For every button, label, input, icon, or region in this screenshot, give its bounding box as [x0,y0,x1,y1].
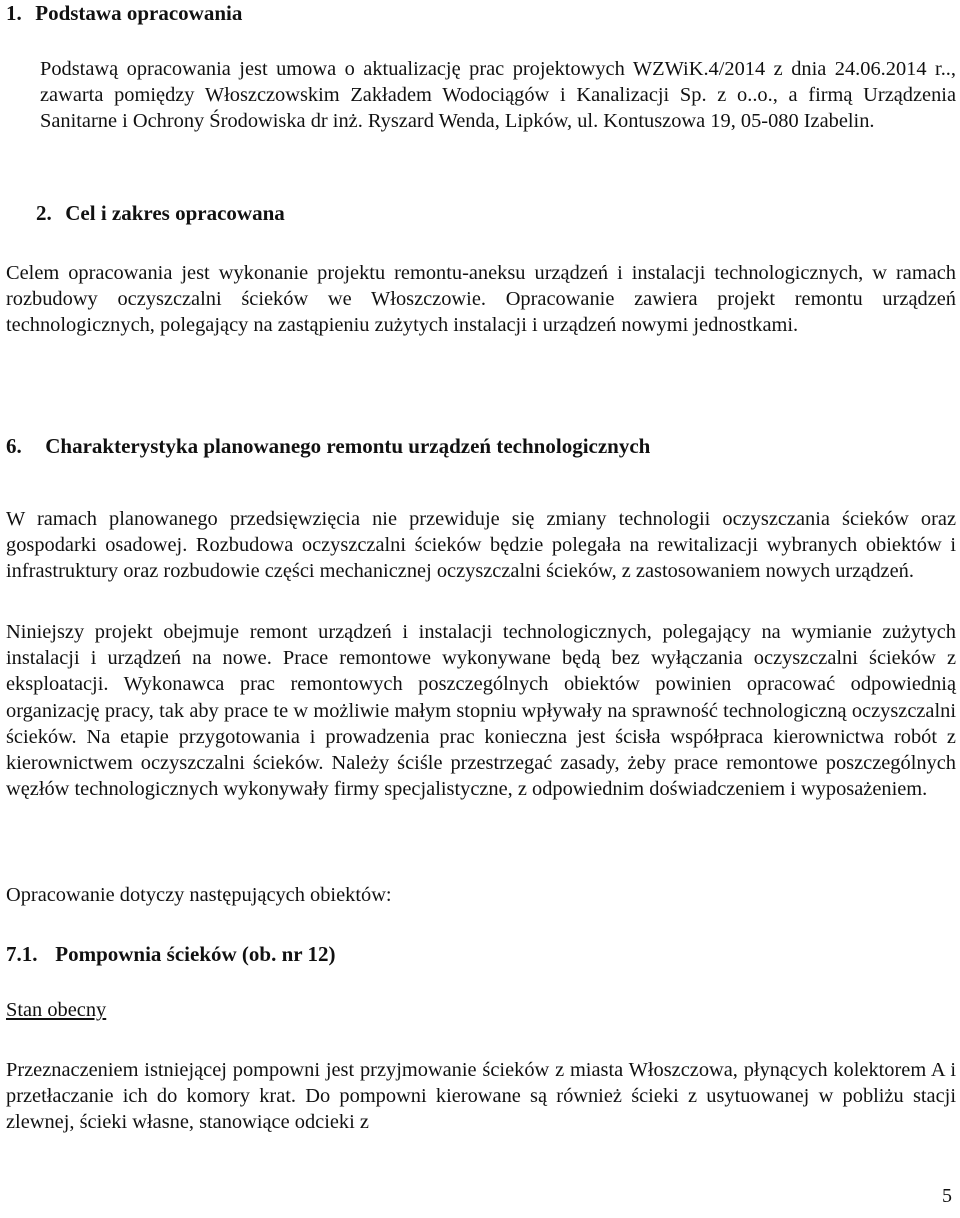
heading-text: Charakterystyka planowanego remontu urządzeń technologicznych [45,434,651,458]
heading-text: Podstawa opracowania [35,1,243,25]
heading-section-1 [6,0,956,26]
paragraph-planned-works: W ramach planowanego przedsięwzięcia nie przewiduje się zmiany technologii oczyszczania ścieków oraz gospodarki osadowej. Rozbudowa oczyszczalni ścieków będzie polegała na rewitalizacji wybranych obiektów i infrastruktury oraz rozbudowie części mechanicznej oczyszczalni ścieków, z zastosowaniem nowych urządzeń. [6,508,956,583]
heading-section-7-1 [6,941,956,967]
heading-number: 7.1. [6,942,38,966]
paragraph-objects-intro: Opracowanie dotyczy następujących obiektów: [6,884,392,906]
paragraph-basis: Podstawą opracowania jest umowa o aktualizację prac projektowych WZWiK.4/2014 z dnia 24.06.2014 r.., zawarta pomiędzy Włoszczowskim Zakładem Wodociągów i Kanalizacji Sp. z o..o., a firmą Urządzenia Sanitarne i Ochrony Środowiska dr inż. Ryszard Wenda, Lipków, ul. Kontuszowa 19, 05-080 Izabelin. [40,58,956,133]
paragraph-scope: Celem opracowania jest wykonanie projektu remontu-aneksu urządzeń i instalacji technologicznych, w ramach rozbudowy oczyszczalni ścieków we Włoszczowie. Opracowanie zawiera projekt remontu urządzeń technologicznych, polegający na zastąpieniu zużytych instalacji i urządzeń nowymi jednostkami. [6,262,956,337]
subheading-current-state: Stan obecny [6,999,107,1021]
heading-text: Pompownia ścieków (ob. nr 12) [55,942,336,966]
heading-section-2 [36,200,960,226]
heading-text: Cel i zakres opracowana [65,201,285,225]
page-number: 5 [942,1185,952,1207]
heading-number: 1. [6,1,22,25]
heading-number: 2. [36,201,52,225]
heading-section-6 [6,433,956,459]
heading-number: 6. [6,434,22,458]
paragraph-pump-station: Przeznaczeniem istniejącej pompowni jest przyjmowanie ścieków z miasta Włoszczowa, płynących kolektorem A i przetłaczanie ich do komory krat. Do pompowni kierowane są również ścieki z usytuowanej w pobliżu stacji zlewnej, ścieki własne, stanowiące odcieki z [6,1059,956,1134]
paragraph-project-scope: Niniejszy projekt obejmuje remont urządzeń i instalacji technologicznych, polegający na wymianie zużytych instalacji i urządzeń na nowe. Prace remontowe wykonywane będą bez wyłączania oczyszczalni ścieków z eksploatacji. Wykonawca prac remontowych poszczególnych obiektów powinien opracować odpowiednią organizację pracy, tak aby prace te w możliwie małym stopniu wpływały na sprawność technologiczną oczyszczalni ścieków. Na etapie przygotowania i prowadzenia prac konieczna jest ścisła współpraca kierownictwa robót z kierownictwem oczyszczalni ścieków. Należy ściśle przestrzegać zasady, żeby prace remontowe poszczególnych węzłów technologicznych wykonywały firmy specjalistyczne, z odpowiednim doświadczeniem i wyposażeniem. [6,621,956,801]
